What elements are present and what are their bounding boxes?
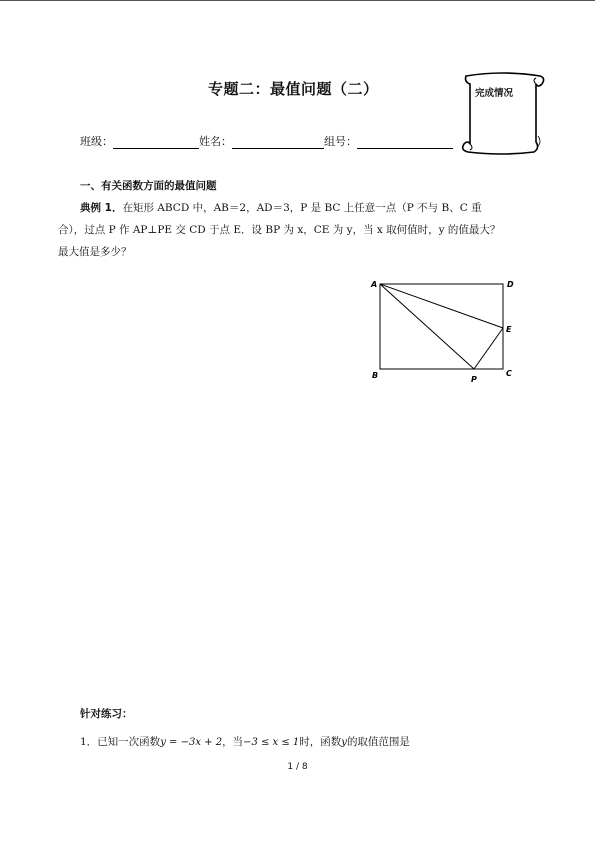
rectangle-abcd [380,284,503,369]
label-e: E [506,325,512,334]
q1-function: y = −3x + 2 [160,737,223,748]
group-field[interactable] [357,136,453,149]
practice-heading: 针对练习： [80,708,133,720]
q1-range: −3 ≤ x ≤ 1 [243,737,300,748]
student-info-row [80,133,453,149]
segment-pe [474,328,503,369]
example-text-1: 在矩形 ABCD 中，AB＝2，AD＝3，P 是 BC 上任意一点（P 不与 B、C 重 [122,202,482,214]
segment-ae [380,284,503,328]
name-field[interactable] [232,136,324,149]
label-d: D [507,280,514,289]
label-a: A [371,280,378,289]
rectangle-figure [370,276,520,388]
label-c: C [506,369,512,378]
class-label: 班级： [80,135,113,148]
top-rule [0,0,595,1]
example-line-2: 合），过点 P 作 AP⊥PE 交 CD 于点 E．设 BP 为 x，CE 为 y，当 x 取何值时，y 的值最大？ [58,224,501,236]
example-line-1 [80,200,482,215]
section-heading: 一、有关函数方面的最值问题 [80,180,217,192]
class-field[interactable] [113,136,199,149]
page-number: 1 / 8 [287,762,308,772]
segment-ap [380,284,474,369]
q1-var: y [341,737,347,748]
completion-scroll-icon [456,68,548,158]
completion-label: 完成情况 [475,88,514,99]
page-title: 专题二：最值问题（二） [208,80,379,98]
q1-mid2: 时，函数 [299,736,342,748]
q1-mid: ，当 [222,736,244,748]
group-label: 组号： [324,135,357,148]
q1-suffix: 的取值范围是 [346,736,410,748]
example-line-3: 最大值是多少？ [58,246,132,258]
label-p: P [471,375,477,384]
name-label: 姓名： [199,135,232,148]
example-label: 典例 1． [80,202,123,214]
label-b: B [372,371,379,380]
q1-prefix: 1．已知一次函数 [80,736,161,748]
question-1 [80,734,410,749]
